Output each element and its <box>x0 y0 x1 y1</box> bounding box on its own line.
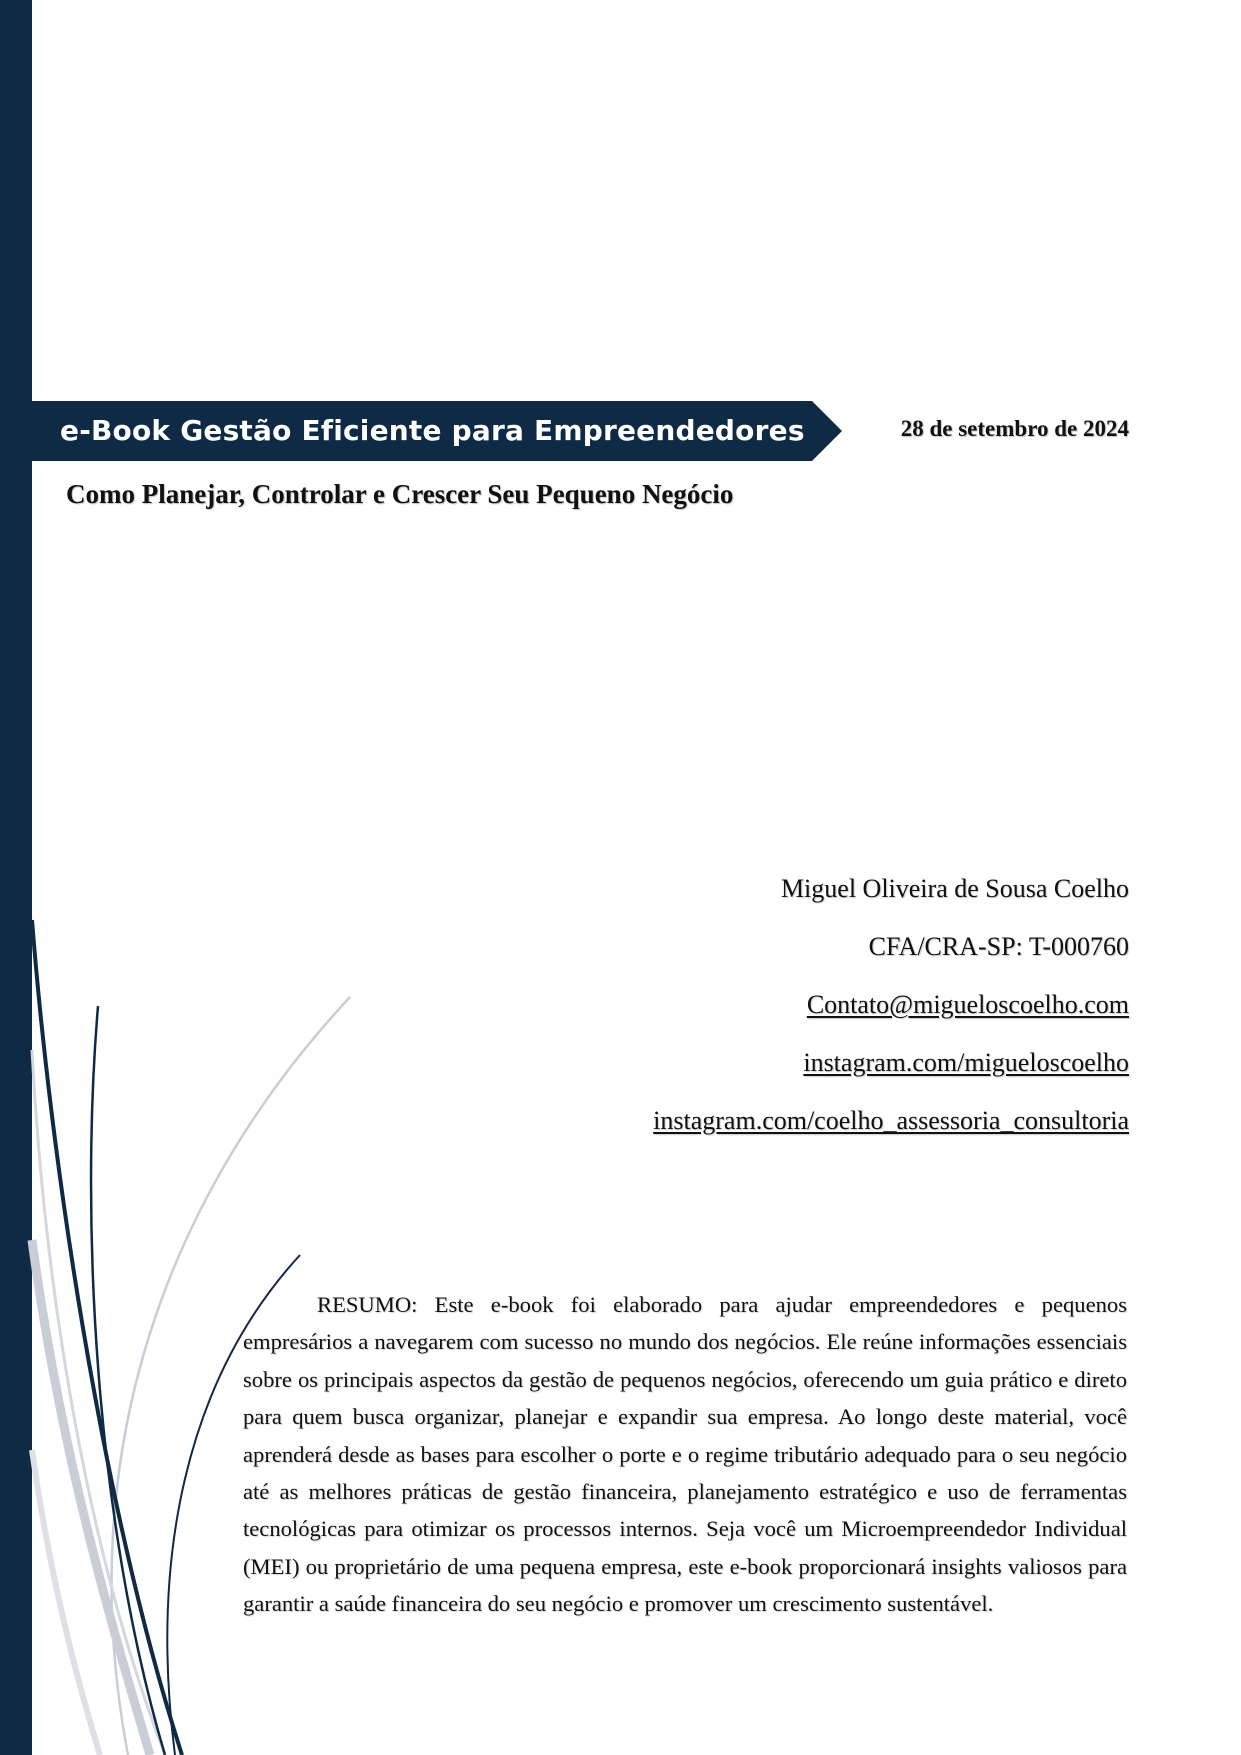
curve-light-2 <box>32 1240 150 1755</box>
author-registration: CFA/CRA-SP: T-000760 <box>868 932 1129 961</box>
curve-light-3 <box>32 1450 100 1755</box>
curve-navy-1 <box>91 1006 165 1755</box>
curve-navy-2 <box>32 920 182 1755</box>
instagram-personal-link[interactable]: instagram.com/migueloscoelho <box>803 1048 1129 1077</box>
summary-text: : Este e-book foi elaborado para ajudar empreendedores e pequenos empresários a navegarem com sucesso no mundo dos negócios. Ele reúne informações essenciais sobre os principais aspectos da gestão de pequenos negócios, oferecendo um guia prático e direto para quem busca organizar, planejar e expandir sua empresa. Ao longo deste material, você aprenderá desde as bases para escolher o porte e o regime tributário adequado para o seu negócio até as melhores práticas de gestão financeira, planejamento estratégico e uso de ferramentas tecnológicas para otimizar os processos internos. Seja você um Microempreendedor Individual (MEI) ou proprietário de uma pequena empresa, este e-book proporcionará insights valiosos para garantir a saúde financeira do seu negócio e promover um crescimento sustentável. <box>243 1292 1127 1617</box>
author-block <box>653 860 1129 1150</box>
instagram-company-link[interactable]: instagram.com/coelho_assessoria_consultoria <box>653 1106 1129 1135</box>
author-name: Miguel Oliveira de Sousa Coelho <box>780 874 1129 903</box>
author-email-link[interactable]: Contato@migueloscoelho.com <box>806 990 1129 1019</box>
summary-paragraph <box>243 1286 1127 1623</box>
banner-title: e-Book Gestão Eficiente para Empreendedores <box>60 414 805 447</box>
curve-light-4 <box>32 1050 165 1755</box>
navy-side-bar <box>0 0 32 1755</box>
title-banner <box>0 401 842 461</box>
publication-date: 28 de setembro de 2024 <box>900 416 1129 441</box>
summary-label: RESUMO <box>317 1292 412 1317</box>
subtitle: Como Planejar, Controlar e Crescer Seu Pequeno Negócio <box>66 479 734 509</box>
